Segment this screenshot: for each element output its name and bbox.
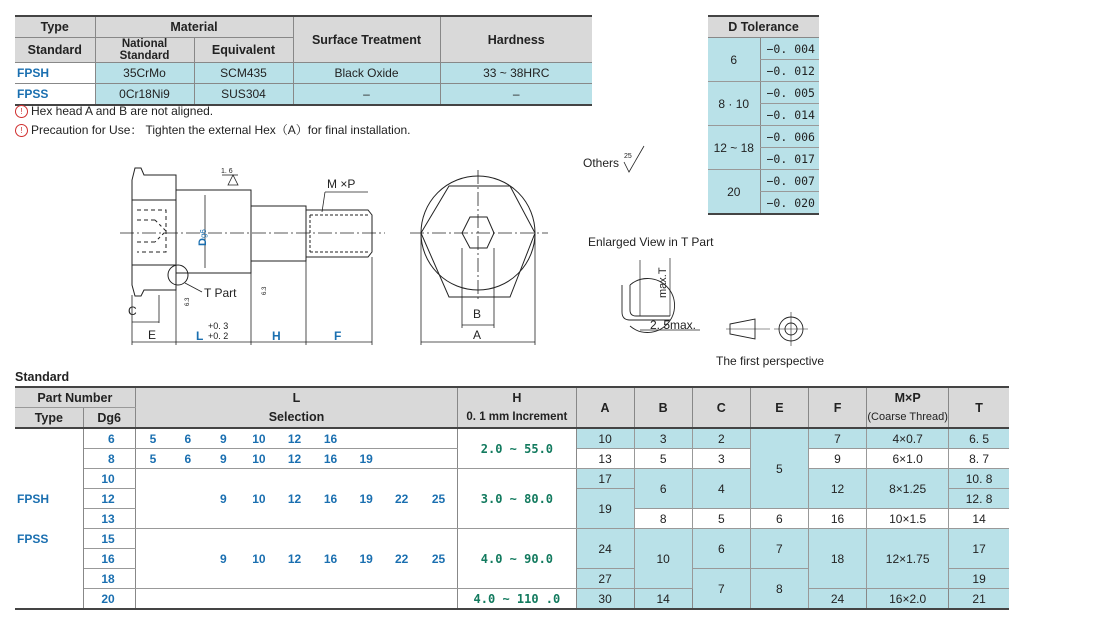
b-cell: 8 xyxy=(634,509,692,529)
l-value: 16 xyxy=(313,449,349,469)
table-row xyxy=(15,428,1009,449)
label-l: L xyxy=(196,329,204,343)
t-cell: 10. 8 xyxy=(949,469,1009,489)
tolerance-upper: −0. 007 xyxy=(760,170,819,192)
l-value: 9 xyxy=(205,469,241,529)
note-precaution xyxy=(15,121,411,138)
side-view xyxy=(120,168,385,345)
header-mxp-sub: (Coarse Thread) xyxy=(867,408,949,429)
l-value: 12 xyxy=(276,469,312,529)
header-standard: Standard xyxy=(15,38,95,63)
type-cell: FPSH xyxy=(15,63,95,84)
national-cell: 0Cr18Ni9 xyxy=(95,84,194,106)
label-l-tol-lower: +0. 2 xyxy=(208,331,229,341)
tolerance-upper: −0. 006 xyxy=(760,126,819,148)
a-cell: 13 xyxy=(576,449,634,469)
l-value: 12 xyxy=(276,449,312,469)
warning-icon: ! xyxy=(15,105,28,118)
l-value: 9 xyxy=(205,449,241,469)
t-cell: 19 xyxy=(949,569,1009,589)
header-h-sub: 0. 1 mm Increment xyxy=(458,408,576,429)
t-cell: 17 xyxy=(949,529,1009,569)
table-row xyxy=(15,469,1009,489)
header-h: H xyxy=(458,387,576,408)
t-cell: 14 xyxy=(949,509,1009,529)
label-a: A xyxy=(473,328,482,342)
type-cell: FPSS xyxy=(15,84,95,106)
tolerance-title: D Tolerance xyxy=(708,16,819,38)
dg6-cell: 12 xyxy=(83,489,135,509)
a-cell: 10 xyxy=(576,428,634,449)
l-value: 25 xyxy=(420,469,458,529)
l-value: 19 xyxy=(349,529,384,589)
e-cell: 5 xyxy=(750,428,808,509)
b-cell: 3 xyxy=(634,428,692,449)
header-equivalent: Equivalent xyxy=(194,38,293,63)
surface-cell: Black Oxide xyxy=(293,63,440,84)
l-value: 10 xyxy=(241,428,276,449)
header-b: B xyxy=(634,387,692,428)
l-value: 5 xyxy=(135,428,170,449)
first-angle-projection-icon xyxy=(726,312,808,346)
e-cell: 6 xyxy=(750,509,808,529)
l-value: 22 xyxy=(384,529,420,589)
t-cell: 8. 7 xyxy=(949,449,1009,469)
h-range: 3.0 ~ 80.0 xyxy=(458,469,576,529)
l-value: 16 xyxy=(313,428,349,449)
header-type: Type xyxy=(15,408,83,429)
tolerance-d: 12 ~ 18 xyxy=(708,126,760,170)
note-text: Precaution for Use： Tighten the external Hex（A）for final installation. xyxy=(31,123,411,137)
mxp-cell: 4×0.7 xyxy=(867,428,949,449)
tolerance-lower: −0. 014 xyxy=(760,104,819,126)
mxp-cell: 10×1.5 xyxy=(867,509,949,529)
l-value: 10 xyxy=(241,469,276,529)
header-type: Type xyxy=(15,16,95,38)
tolerance-d: 8 · 10 xyxy=(708,82,760,126)
label-others-value: 25 xyxy=(624,153,632,160)
type-fpsh: FPSH xyxy=(17,491,50,506)
label-max-25: 2. 5max. xyxy=(650,318,697,332)
table-row xyxy=(15,529,1009,549)
b-cell: 10 xyxy=(634,529,692,589)
label-max-t: max.T xyxy=(657,267,669,298)
mxp-cell: 16×2.0 xyxy=(867,589,949,610)
l-value: 9 xyxy=(205,428,241,449)
dg6-cell: 10 xyxy=(83,469,135,489)
label-dg6: Dg6 xyxy=(197,229,209,246)
note-text: Hex head A and B are not aligned. xyxy=(31,104,214,118)
equivalent-cell: SCM435 xyxy=(194,63,293,84)
dg6-cell: 20 xyxy=(83,589,135,610)
dg6-cell: 18 xyxy=(83,569,135,589)
header-dg6: Dg6 xyxy=(83,408,135,429)
label-e: E xyxy=(148,328,157,342)
h-range: 4.0 ~ 90.0 xyxy=(458,529,576,589)
header-e: E xyxy=(750,387,808,428)
f-cell: 16 xyxy=(808,509,866,529)
label-others: Others xyxy=(583,156,620,170)
a-cell: 17 xyxy=(576,469,634,489)
mxp-cell: 12×1.75 xyxy=(867,529,949,589)
l-value: 22 xyxy=(384,469,420,529)
l-value: 5 xyxy=(135,449,170,469)
c-cell: 5 xyxy=(692,509,750,529)
header-c: C xyxy=(692,387,750,428)
mxp-cell: 8×1.25 xyxy=(867,469,949,509)
label-enlarged-view: Enlarged View in T Part xyxy=(588,235,714,249)
warning-icon: ! xyxy=(15,124,28,137)
t-cell: 12. 8 xyxy=(949,489,1009,509)
header-a: A xyxy=(576,387,634,428)
header-part-number: Part Number xyxy=(15,387,135,408)
l-value: 19 xyxy=(349,449,384,469)
c-cell: 2 xyxy=(692,428,750,449)
tolerance-upper: −0. 005 xyxy=(760,82,819,104)
type-cell xyxy=(15,428,83,609)
f-cell: 9 xyxy=(808,449,866,469)
f-cell: 7 xyxy=(808,428,866,449)
mxp-cell: 6×1.0 xyxy=(867,449,949,469)
c-cell: 3 xyxy=(692,449,750,469)
l-value: 16 xyxy=(313,469,349,529)
label-c: C xyxy=(128,304,137,318)
e-cell: 7 xyxy=(750,529,808,569)
material-table xyxy=(15,15,592,106)
header-national-standard: National Standard xyxy=(95,38,194,63)
l-value: 12 xyxy=(276,428,312,449)
surface-cell: – xyxy=(293,84,440,106)
tolerance-lower: −0. 012 xyxy=(760,60,819,82)
l-value: 9 xyxy=(205,529,241,589)
dg6-cell: 8 xyxy=(83,449,135,469)
l-value: 6 xyxy=(170,449,205,469)
label-l-tol-upper: +0. 3 xyxy=(208,321,229,331)
label-mxp: M ×P xyxy=(327,177,356,191)
standard-table xyxy=(15,386,1009,610)
equivalent-cell: SUS304 xyxy=(194,84,293,106)
dg6-cell: 16 xyxy=(83,549,135,569)
material-row-fpss xyxy=(15,84,592,106)
t-cell: 21 xyxy=(949,589,1009,610)
f-cell: 18 xyxy=(808,529,866,589)
label-roughness-top: 1. 6 xyxy=(221,168,233,175)
header-selection: Selection xyxy=(135,408,458,429)
t-cell: 6. 5 xyxy=(949,428,1009,449)
type-fpss: FPSS xyxy=(17,531,49,546)
header-hardness: Hardness xyxy=(440,16,592,63)
national-cell: 35CrMo xyxy=(95,63,194,84)
label-roughness-small: 6.3 xyxy=(262,286,268,295)
label-roughness-small-2: 6.3 xyxy=(185,297,191,306)
note-alignment xyxy=(15,104,213,118)
tolerance-lower: −0. 017 xyxy=(760,148,819,170)
l-value: 12 xyxy=(276,529,312,589)
section-title: Standard xyxy=(15,370,70,384)
b-cell: 5 xyxy=(634,449,692,469)
a-cell: 27 xyxy=(576,569,634,589)
material-row-fpsh xyxy=(15,63,592,84)
f-cell: 12 xyxy=(808,469,866,509)
table-row xyxy=(15,589,1009,610)
b-cell: 14 xyxy=(634,589,692,610)
header-l: L xyxy=(135,387,458,408)
e-cell: 8 xyxy=(750,569,808,610)
dg6-cell: 6 xyxy=(83,428,135,449)
label-h: H xyxy=(272,329,281,343)
l-value: 10 xyxy=(241,449,276,469)
tolerance-d: 6 xyxy=(708,38,760,82)
l-value: 25 xyxy=(420,529,458,589)
dg6-cell: 15 xyxy=(83,529,135,549)
h-range: 2.0 ~ 55.0 xyxy=(458,428,576,469)
dg6-cell: 13 xyxy=(83,509,135,529)
l-value: 10 xyxy=(241,529,276,589)
h-range: 4.0 ~ 110 .0 xyxy=(458,589,576,610)
header-surface-treatment: Surface Treatment xyxy=(293,16,440,63)
label-t-part: T Part xyxy=(204,286,237,300)
c-cell: 4 xyxy=(692,469,750,509)
label-first-perspective: The first perspective xyxy=(716,354,825,368)
technical-drawing xyxy=(0,140,830,370)
c-cell: 7 xyxy=(692,569,750,610)
tolerance-d: 20 xyxy=(708,170,760,215)
l-value: 16 xyxy=(313,529,349,589)
tolerance-lower: −0. 020 xyxy=(760,192,819,215)
a-cell: 19 xyxy=(576,489,634,529)
header-f: F xyxy=(808,387,866,428)
label-b: B xyxy=(473,307,482,321)
header-t: T xyxy=(949,387,1009,428)
label-f: F xyxy=(334,329,342,343)
a-cell: 24 xyxy=(576,529,634,569)
c-cell: 6 xyxy=(692,529,750,569)
hardness-cell: – xyxy=(440,84,592,106)
l-value: 6 xyxy=(170,428,205,449)
f-cell: 24 xyxy=(808,589,866,610)
hardness-cell: 33 ~ 38HRC xyxy=(440,63,592,84)
a-cell: 30 xyxy=(576,589,634,610)
tolerance-upper: −0. 004 xyxy=(760,38,819,60)
header-mxp: M×P xyxy=(867,387,949,408)
l-value: 19 xyxy=(349,469,384,529)
b-cell: 6 xyxy=(634,469,692,509)
header-material: Material xyxy=(95,16,293,38)
